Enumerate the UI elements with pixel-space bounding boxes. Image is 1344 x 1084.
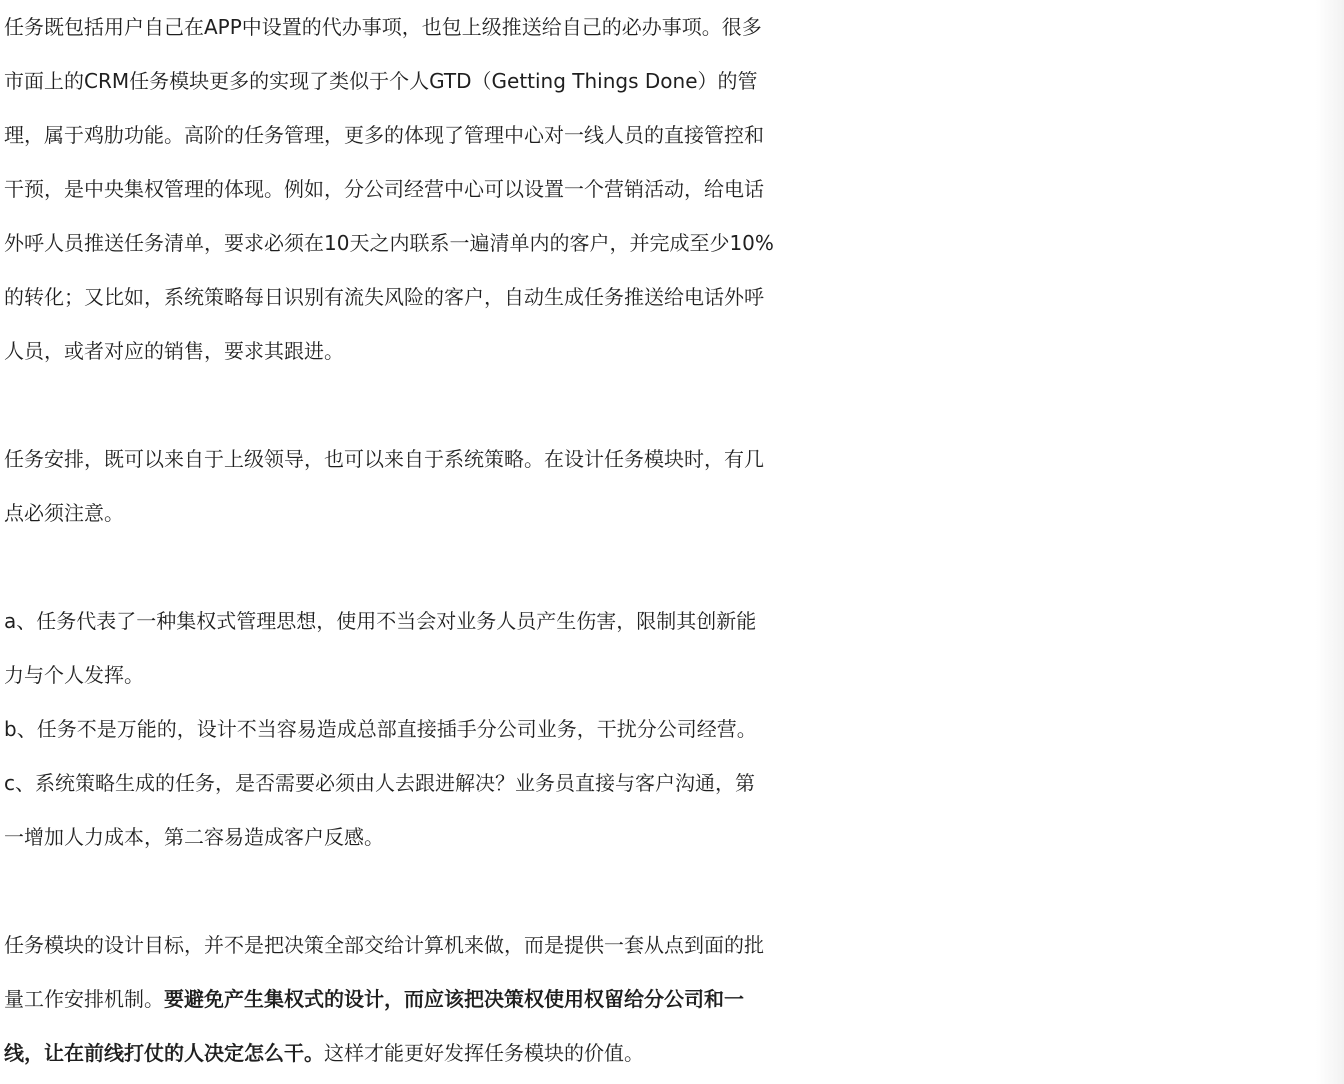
- text-line: 干预，是中央集权管理的体现。例如，分公司经营中心可以设置一个营销活动，给电话: [4, 177, 764, 201]
- paragraph-design-goal: [4, 918, 1340, 1080]
- text-line-mixed: [4, 1026, 1340, 1080]
- emphasis-text: 要避免产生集权式的设计，而应该把决策权使用权留给分公司和一: [164, 987, 744, 1011]
- paragraph-spacer: [4, 864, 1340, 918]
- list-item-b: b、任务不是万能的，设计不当容易造成总部直接插手分公司业务，干扰分公司经营。: [4, 717, 757, 741]
- article-body: [4, 0, 1340, 1080]
- emphasis-text: 线，让在前线打仗的人决定怎么干。: [4, 1041, 324, 1065]
- text-line: 市面上的CRM任务模块更多的实现了类似于个人GTD（Getting Things Done）的管: [4, 69, 758, 93]
- text-line: 点必须注意。: [4, 501, 124, 525]
- text-line: 任务既包括用户自己在APP中设置的代办事项，也包上级推送给自己的必办事项。很多: [4, 15, 762, 39]
- text-line: 外呼人员推送任务清单，要求必须在10天之内联系一遍清单内的客户，并完成至少10%: [4, 231, 774, 255]
- text-line: 任务模块的设计目标，并不是把决策全部交给计算机来做，而是提供一套从点到面的批: [4, 933, 764, 957]
- paragraph-task-definition: [4, 0, 1340, 378]
- text-line-mixed: [4, 972, 1340, 1026]
- normal-text: 这样才能更好发挥任务模块的价值。: [324, 1041, 644, 1065]
- notes-list: [4, 594, 1340, 864]
- text-line: 的转化；又比如，系统策略每日识别有流失风险的客户，自动生成任务推送给电话外呼: [4, 285, 764, 309]
- text-line: 任务安排，既可以来自于上级领导，也可以来自于系统策略。在设计任务模块时，有几: [4, 447, 764, 471]
- list-item-c-continued: 一增加人力成本，第二容易造成客户反感。: [4, 825, 384, 849]
- list-item-a: a、任务代表了一种集权式管理思想，使用不当会对业务人员产生伤害，限制其创新能: [4, 609, 757, 633]
- text-line: 人员，或者对应的销售，要求其跟进。: [4, 339, 344, 363]
- paragraph-spacer: [4, 540, 1340, 594]
- list-item-c: c、系统策略生成的任务，是否需要必须由人去跟进解决？业务员直接与客户沟通，第: [4, 771, 755, 795]
- normal-text: 量工作安排机制。: [4, 987, 164, 1011]
- text-line: 理，属于鸡肋功能。高阶的任务管理，更多的体现了管理中心对一线人员的直接管控和: [4, 123, 764, 147]
- paragraph-task-sources: [4, 432, 1340, 540]
- paragraph-spacer: [4, 378, 1340, 432]
- list-item-a-continued: 力与个人发挥。: [4, 663, 144, 687]
